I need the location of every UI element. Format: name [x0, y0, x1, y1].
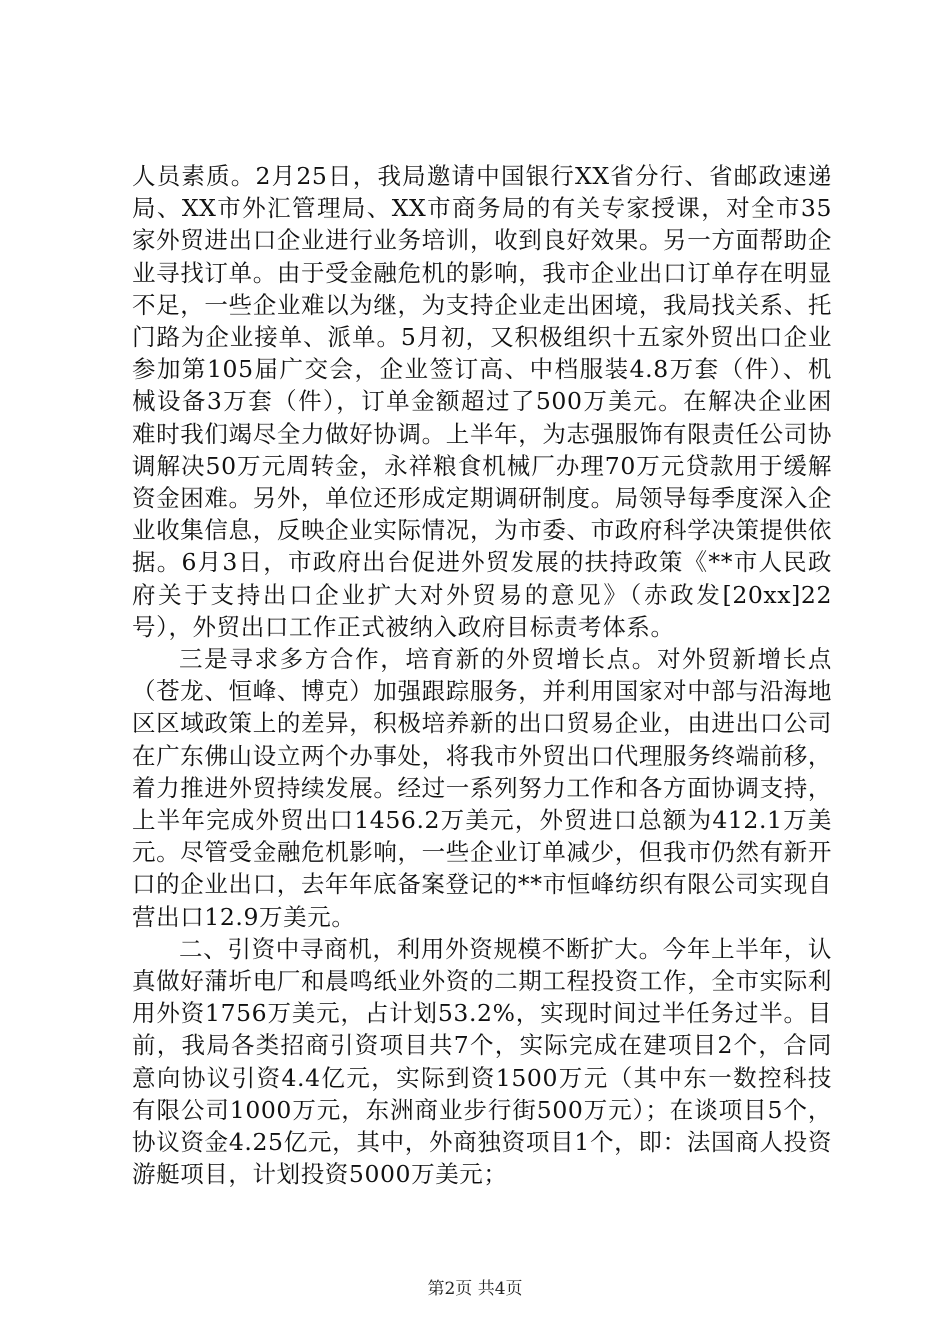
paragraph-1: 人员素质。2月25日，我局邀请中国银行XX省分行、省邮政速递局、XX市外汇管理局、XX市商务局的有关专家授课，对全市35家外贸进出口企业进行业务培训，收到良好效果。另一方面帮助企业寻找订单。由于受金融危机的影响，我市企业出口订单存在明显不足，一些企业难以为继，为支持企业走出困境，我局找关系、托门路为企业接单、派单。5月初，又积极组织十五家外贸出口企业参加第105届广交会，企业签订高、中档服装4.8万套（件）、机械设备3万套（件），订单金额超过了500万美元。在解决企业困难时我们竭尽全力做好协调。上半年，为志强服饰有限责任公司协调解决50万元周转金，永祥粮食机械厂办理70万元贷款用于缓解资金困难。另外，单位还形成定期调研制度。局领导每季度深入企业收集信息，反映企业实际情况，为市委、市政府科学决策提供依据。6月3日，市政府出台促进外贸发展的扶持政策《**市人民政府关于支持出口企业扩大对外贸易的意见》（赤政发[20xx]22号），外贸出口工作正式被纳入政府目标责考体系。: [132, 162, 832, 641]
page-number-label: 第2页 共4页: [427, 1279, 523, 1299]
paragraph-2: 三是寻求多方合作，培育新的外贸增长点。对外贸新增长点（苍龙、恒峰、博克）加强跟踪服务，并利用国家对中部与沿海地区区域政策上的差异，积极培养新的出口贸易企业，由进出口公司在广东佛山设立两个办事处，将我市外贸出口代理服务终端前移，着力推进外贸持续发展。经过一系列努力工作和各方面协调支持，上半年完成外贸出口1456.2万美元，外贸进口总额为412.1万美元。尽管受金融危机影响，一些企业订单减少，但我市仍然有新开口的企业出口，去年年底备案登记的**市恒峰纺织有限公司实现自营出口12.9万美元。: [132, 645, 832, 931]
document-body: [132, 160, 832, 1191]
paragraph-3: 二、引资中寻商机，利用外资规模不断扩大。今年上半年，认真做好蒲圻电厂和晨鸣纸业外资的二期工程投资工作，全市实际利用外资1756万美元，占计划53.2%，实现时间过半任务过半。目前，我局各类招商引资项目共7个，实际完成在建项目2个，合同意向协议引资4.4亿元，实际到资1500万元（其中东一数控科技有限公司1000万元，东洲商业步行街500万元）；在谈项目5个，协议资金4.25亿元，其中，外商独资项目1个，即：法国商人投资游艇项目，计划投资5000万美元；: [132, 934, 832, 1189]
page-footer: [0, 1274, 950, 1299]
